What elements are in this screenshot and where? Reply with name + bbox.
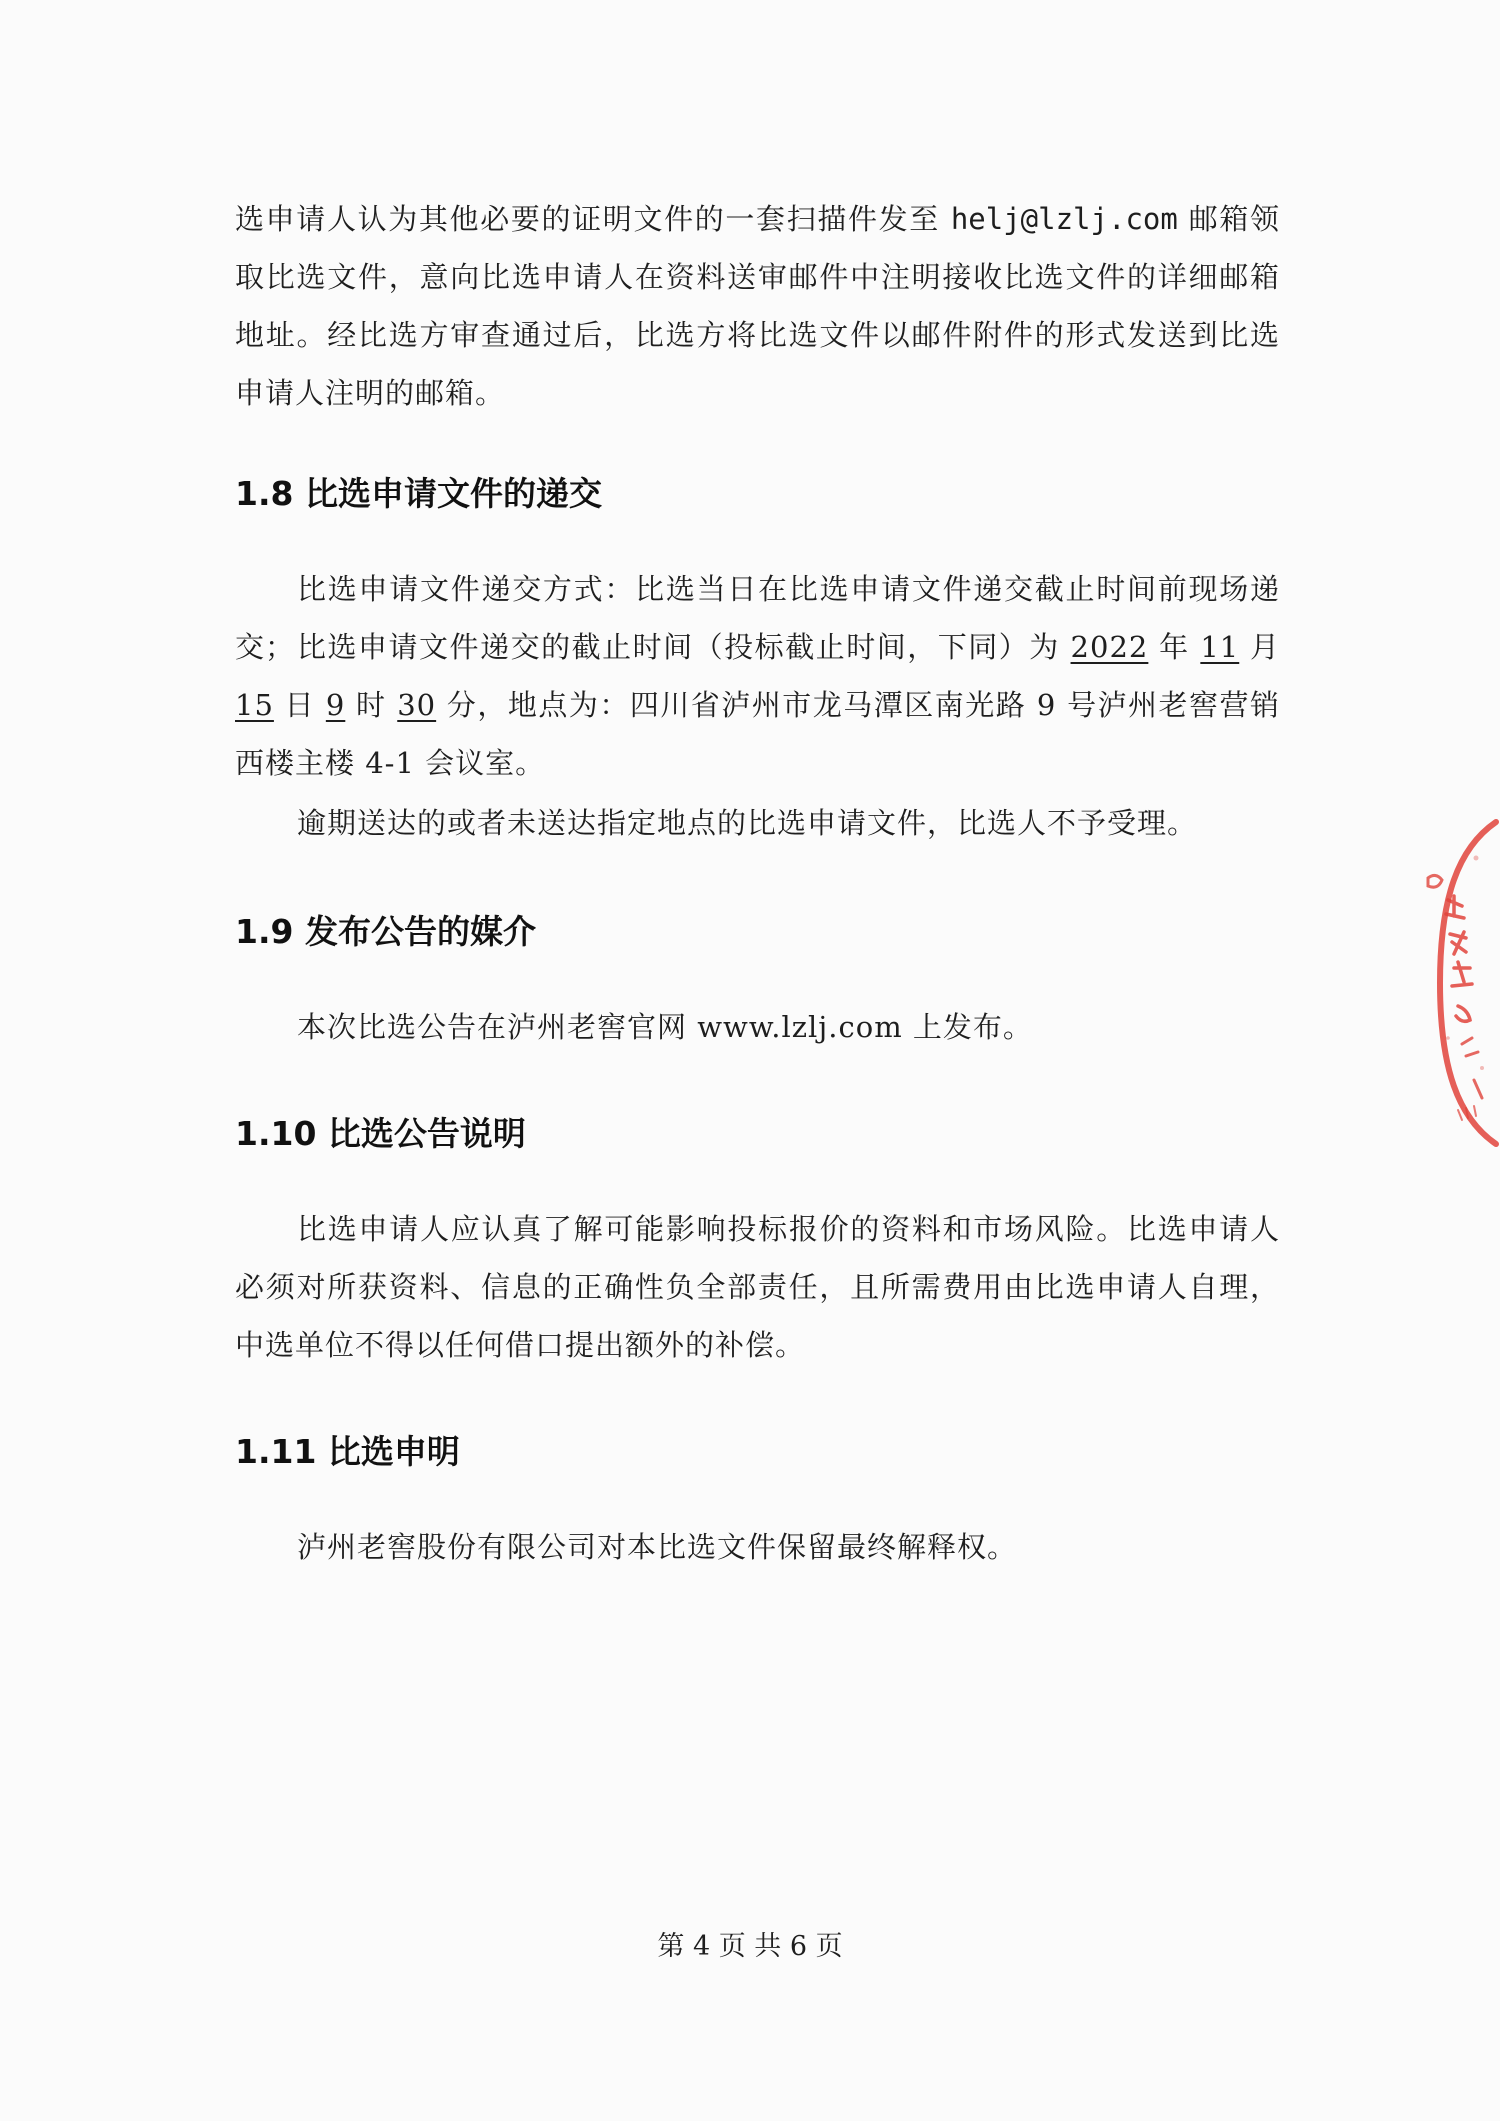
deadline-pre: 比选申请文件递交的截止时间（投标截止时间，下同）为 (297, 630, 1060, 664)
section-1-10-paragraph-1: 比选申请人应认真了解可能影响投标报价的资料和市场风险。比选申请人必须对所获资料、信息的正确性负全部责任，且所需费用由比选申请人自理，中选单位不得以任何借口提出额外的补偿。 (235, 1212, 1280, 1362)
company-seal-graphic (1418, 818, 1500, 1148)
deadline-month: 11 (1200, 630, 1240, 664)
deadline-day: 15 (235, 688, 274, 722)
email-address: helj@lzlj.com (950, 202, 1178, 236)
deadline-hour-unit: 时 (356, 688, 387, 722)
deadline-year-unit: 年 (1159, 630, 1190, 664)
company-seal (1418, 818, 1500, 1148)
section-1-9-title: 1.9 发布公告的媒介 (235, 912, 536, 951)
deadline-hour: 9 (325, 688, 346, 722)
intro-rest: 比选文件，意向比选申请人在资料送审邮件中注明接收比选文件的详细邮箱地址。经比选方审查通过后，比选方将比选文件以邮件附件的形式发送到比选申请人注明的邮箱。 (235, 260, 1280, 410)
section-1-8-paragraph-2 (235, 618, 1280, 792)
deadline-month-unit: 月 (1249, 630, 1280, 664)
section-1-11-paragraph-1: 泸州老窖股份有限公司对本比选文件保留最终解释权。 (297, 1530, 1018, 1564)
section-1-8-paragraph-3: 逾期送达的或者未送达指定地点的比选申请文件，比选人不予受理。 (297, 806, 1198, 840)
section-1-8-paragraph-1: 比选申请文件递交方式：比选当日在比选申请文件递交截止时间前现场递交； (235, 572, 1280, 664)
deadline-post: ，地点为：四川省泸州市龙马潭区南光路 9 号泸州老窖营销西楼主楼 4-1 会议室。 (235, 688, 1281, 780)
section-1-10-title: 1.10 比选公告说明 (235, 1114, 526, 1153)
deadline-minute: 30 (397, 688, 437, 722)
intro-line1-pre: 选申请人认为其他必要的证明文件的一套扫描件发至 (235, 202, 951, 236)
section-1-9-paragraph-1: 本次比选公告在泸州老窖官网 www.lzlj.com 上发布。 (297, 1010, 1033, 1044)
section-1-8-title: 1.8 比选申请文件的递交 (235, 474, 602, 513)
intro-line1-post: 邮箱领取 (235, 202, 1280, 294)
deadline-minute-unit: 分 (446, 688, 478, 722)
deadline-year: 2022 (1070, 630, 1149, 664)
section-1-11-title: 1.11 比选申明 (235, 1432, 460, 1471)
intro-paragraph (235, 190, 1280, 422)
deadline-day-unit: 日 (284, 688, 316, 722)
page-number-footer: 第 4 页 共 6 页 (657, 1931, 843, 1962)
